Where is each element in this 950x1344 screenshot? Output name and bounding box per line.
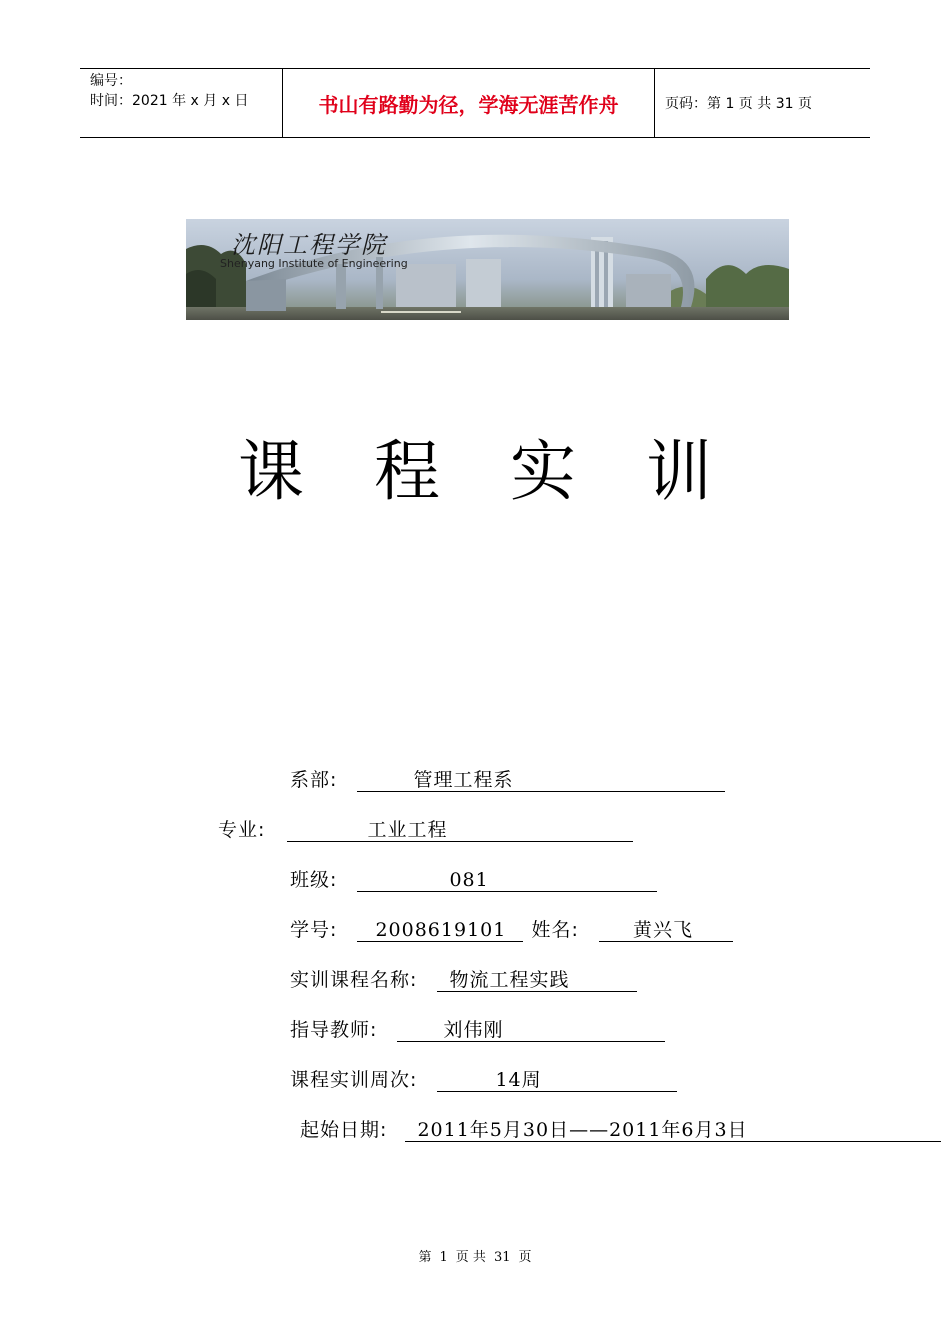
document-title: [0, 418, 950, 513]
field-value: 管理工程系: [357, 766, 725, 792]
footer-page-number: 1: [439, 1250, 448, 1265]
field-label: 实训课程名称:: [290, 969, 418, 991]
header-motto: 书山有路勤为径，学海无涯苦作舟: [282, 69, 655, 137]
field-value: 物流工程实践: [437, 966, 637, 992]
field-week: [290, 1066, 677, 1094]
title-char: 课: [238, 433, 304, 510]
school-banner-image: [186, 219, 789, 320]
field-class: [290, 866, 657, 894]
field-value: 2011年5月30日——2011年6月3日: [405, 1116, 941, 1142]
field-student-id-and-name: [290, 916, 733, 944]
footer-prefix: 第: [418, 1250, 432, 1265]
header-meta: [80, 69, 282, 137]
title-char: 训: [646, 433, 712, 510]
field-label: 起始日期:: [300, 1119, 388, 1141]
field-label: 课程实训周次:: [290, 1069, 418, 1091]
field-value: 2008619101: [357, 916, 523, 942]
footer-suffix: 页: [518, 1250, 532, 1265]
field-value: 黄兴飞: [599, 916, 733, 942]
field-teacher: [290, 1016, 665, 1044]
field-dept: [290, 766, 725, 794]
field-value: 081: [357, 866, 657, 892]
footer-total-pages: 31: [493, 1250, 511, 1265]
field-major: [218, 816, 633, 844]
field-label: 系部:: [290, 769, 338, 791]
field-label: 指导教师:: [290, 1019, 378, 1041]
header-page-info: 页码：第 1 页 共 31 页: [665, 96, 812, 112]
number-label: 编号：: [90, 73, 132, 89]
field-label: 学号:: [290, 919, 338, 941]
page-footer: [0, 1246, 950, 1265]
banner-school-name-cn: 沈阳工程学院: [231, 231, 387, 259]
time-label: 时间：2021 年 x 月 x 日: [90, 93, 249, 109]
field-course: [290, 966, 637, 994]
banner-school-name-en: Shenyang Institute of Engineering: [220, 257, 408, 270]
field-label: 姓名:: [531, 919, 579, 941]
title-char: 程: [374, 433, 440, 510]
footer-middle: 页 共: [455, 1250, 486, 1265]
field-value: 刘伟刚: [397, 1016, 665, 1042]
field-value: 14周: [437, 1066, 677, 1092]
page-header: [80, 68, 870, 138]
field-label: 班级:: [290, 869, 338, 891]
title-char: 实: [510, 433, 576, 510]
field-dates: [300, 1116, 941, 1144]
field-value: 工业工程: [287, 816, 633, 842]
field-label: 专业:: [218, 819, 266, 841]
